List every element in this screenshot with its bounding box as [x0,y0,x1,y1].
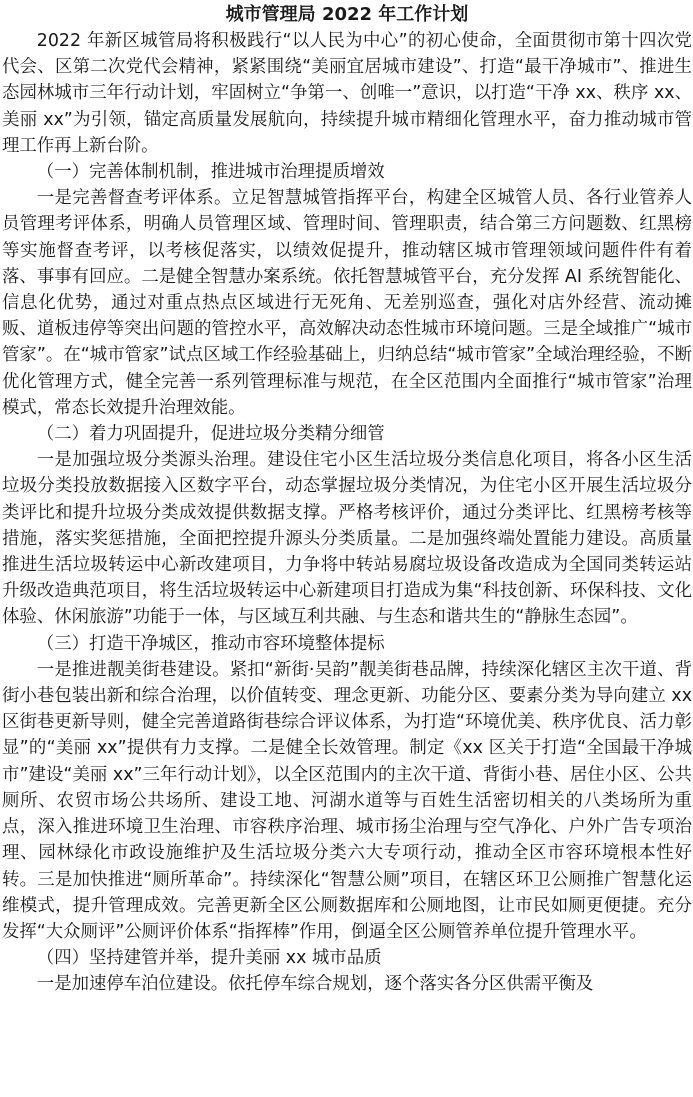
section-2-body: 一是加强垃圾分类源头治理。建设住宅小区生活垃圾分类信息化项目，将各小区生活垃圾分类投放数据接入区数字平台，动态掌握垃圾分类情况，为住宅小区开展生活垃圾分类评比和提升垃圾分类成效提供数据支撑。严格考核评价，通过分类评比、红黑榜考核等措施，落实奖惩措施，全面把控提升源头分类质量。二是加强终端处置能力建设。高质量推进生活垃圾转运中心新改建项目，力争将中转站易腐垃圾设备改造成为全国同类转运站升级改造典范项目，将生活垃圾转运中心新建项目打造成为集“科技创新、环保科技、文化体验、休闲旅游”功能于一体，与区域互利共融、与生态和谐共生的“静脉生态园”。 [2,450,692,628]
section-4-body: 一是加速停车泊位建设。依托停车综合规划，逐个落实各分区供需平衡及 [36,974,594,995]
section-1-body: 一是完善督查考评体系。立足智慧城管指挥平台，构建全区城管人员、各行业管养人员管理考评体系，明确人员管理区域、管理时间、管理职责，结合第三方问题数、红黑榜等实施督查考评，以考核促落实，以绩效促提升，推动辖区城市管理领域问题件件有着落、事事有回应。二是健全智慧办案系统。依托智慧城管平台，充分发挥 AI 系统智能化、信息化优势，通过对重点热点区域进行无死角、无差别巡查，强化对店外经营、流动摊贩、道板违停等突出问题的管控水平，高效解决动态性城市环境问题。三是全域推广“城市管家”。在“城市管家”试点区域工作经验基础上，归纳总结“城市管家”全域治理经验，不断优化管理方式，健全完善一系列管理标准与规范，在全区范围内全面推行“城市管家”治理模式，常态长效提升治理效能。 [2,188,692,418]
section-1-heading: （一）完善体制机制，推进城市治理提质增效 [36,162,385,183]
section-2-heading: （二）着力巩固提升，促进垃圾分类精分细管 [36,424,385,445]
section-3-body: 一是推进靓美街巷建设。紧扣“新街·吴韵”靓美街巷品牌，持续深化辖区主次干道、背街小巷包装出新和综合治理，以价值转变、理念更新、功能分区、要素分类为导向建立 xx 区街巷更新导则，健全完善道路街巷综合评议体系，为打造“环境优美、秩序优良、活力彰显”的“美丽 xx”提供有力支撑。二是健全长效管理。制定《xx 区关于打造“全国最干净城市”建设“美丽 xx”三年行动计划》，以全区范围内的主次干道、背街小巷、居住小区、公共厕所、农贸市场公共场所、建设工地、河湖水道等与百姓生活密切相关的八类场所为重点，深入推进环境卫生治理、市容秩序治理、城市扬尘治理与空气净化、户外广告专项治理、园林绿化市政设施维护及生活垃圾分类六大专项行动，推动全区市容环境根本性好转。三是加快推进“厕所革命”。持续深化“智慧公厕”项目，在辖区环卫公厕推广智慧化运维模式，提升管理成效。完善更新全区公厕数据库和公厕地图，让市民如厕更便捷。充分发挥“大众厕评”公厕评价体系“指挥棒”作用，倒逼全区公厕管养单位提升管理水平。 [2,659,692,942]
document-title: 城市管理局 2022 年工作计划 [225,4,469,25]
section-3-heading: （三）打造干净城区，推动市容环境整体提标 [36,633,385,654]
intro-paragraph: 2022 年新区城管局将积极践行“以人民为中心”的初心使命，全面贯彻市第十四次党代会、区第二次党代会精神，紧紧围绕“美丽宜居城市建设”、打造“最干净城市”、推进生态园林城市三年行动计划，牢固树立“争第一、创唯一”意识，以打造“干净 xx、秩序 xx、美丽 xx”为引领，锚定高质量发展航向，持续提升城市精细化管理水平，奋力推动城市管理工作再上新台阶。 [2,31,692,156]
section-4-heading: （四）坚持建管并举，提升美丽 xx 城市品质 [36,948,382,969]
